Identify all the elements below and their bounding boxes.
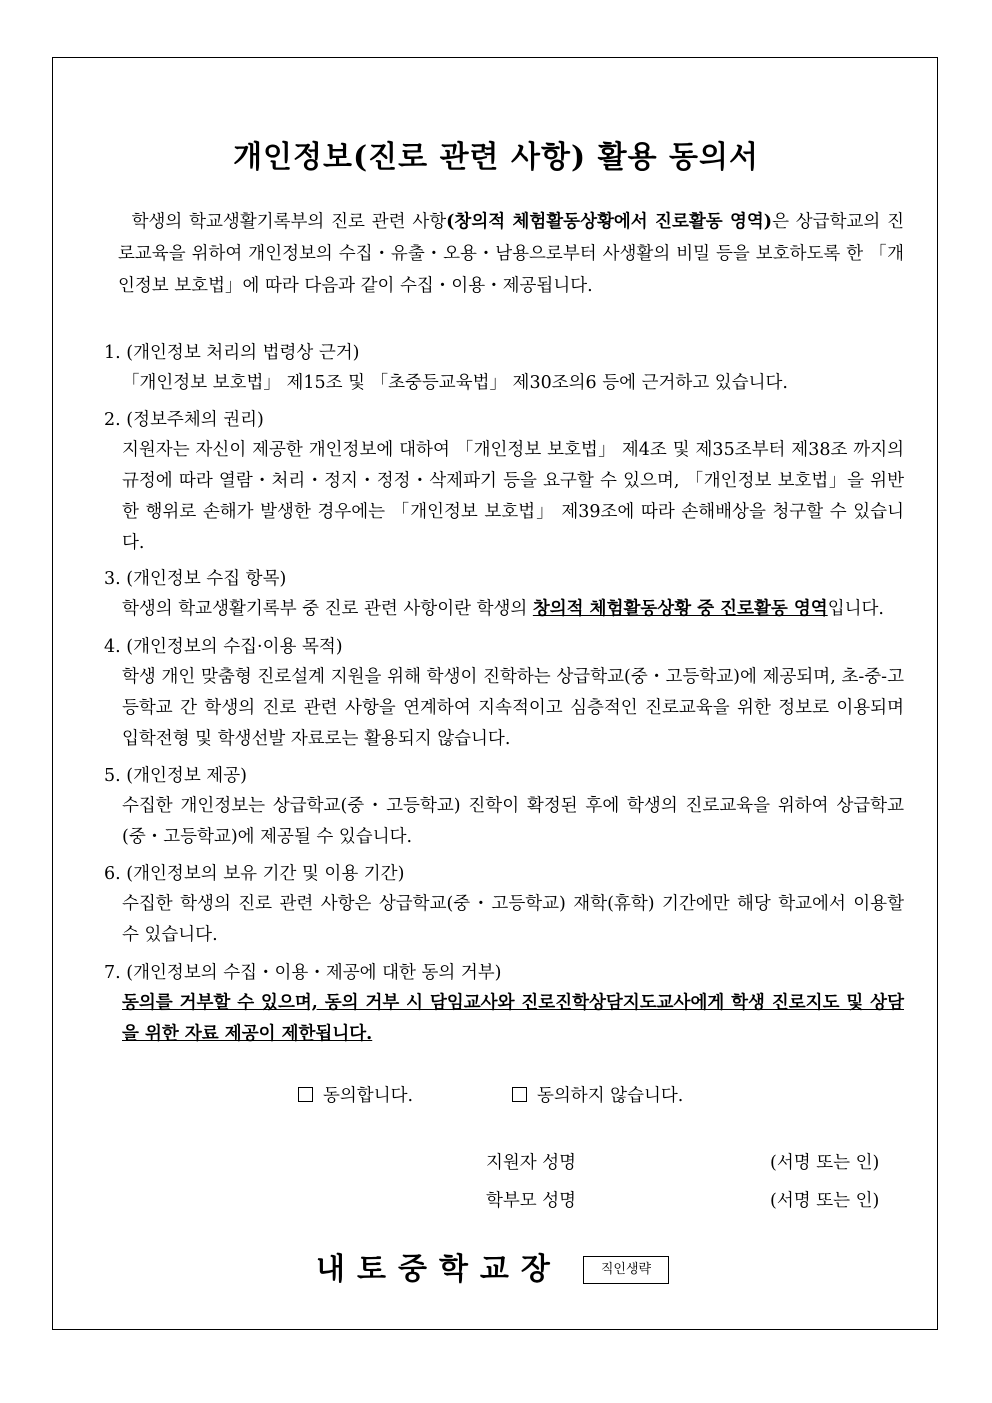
intro-text-1: 학생의 학교생활기록부의 진로 관련 사항 (131, 212, 447, 232)
section-number: 7. (104, 963, 121, 983)
section-7 (104, 958, 904, 1050)
section-body: 동의를 거부할 수 있으며, 동의 거부 시 담임교사와 진로진학상담지도교사에게 학생 진로지도 및 상담을 위한 자료 제공이 제한됩니다. (122, 993, 904, 1044)
section-2 (104, 405, 904, 559)
section-heading: (개인정보의 수집·이용 목적) (126, 637, 343, 657)
section-heading: (개인정보의 보유 기간 및 이용 기간) (126, 864, 405, 884)
section-number: 1. (104, 343, 121, 363)
section-heading: (개인정보 처리의 법령상 근거) (126, 343, 360, 363)
intro-bold-text: (창의적 체험활동상황에서 진로활동 영역) (446, 212, 773, 232)
section-4 (104, 632, 904, 755)
section-body (122, 594, 904, 625)
section-number: 5. (104, 766, 121, 786)
section-1 (104, 338, 904, 399)
section-heading: (정보주체의 권리) (126, 410, 264, 430)
intro-text-2: 은 상급학교의 진로교육을 위하여 개인정보의 수집・유출・오용・남용으로부터 사생활의 비밀 등을 보호하도록 한 「개인정보 보호법」에 따라 다음과 같이 수집・이용・제공됩니다. (118, 212, 904, 296)
applicant-name-label: 지원자 성명 (486, 1153, 577, 1173)
parent-sign-hint: (서명 또는 인) (770, 1191, 880, 1211)
section-body: 학생 개인 맞춤형 진로설계 지원을 위해 학생이 진학하는 상급학교(중・고등학교)에 제공되며, 초-중-고등학교 간 학생의 진로 관련 사항을 연계하여 지속적이고 심층적인 진로교육을 위한 정보로 이용되며 입학전형 및 학생선발 자료로는 활용되지 않습니다. (122, 667, 904, 749)
section-number: 4. (104, 637, 121, 657)
agree-label: 동의합니다. (323, 1086, 414, 1106)
section-body: 수집한 개인정보는 상급학교(중・고등학교) 진학이 확정된 후에 학생의 진로교육을 위하여 상급학교(중・고등학교)에 제공될 수 있습니다. (122, 796, 904, 847)
section-body: 「개인정보 보호법」 제15조 및 「초중등교육법」 제30조의6 등에 근거하고 있습니다. (122, 373, 788, 393)
section-heading: (개인정보 제공) (126, 766, 247, 786)
section-heading: (개인정보의 수집・이용・제공에 대한 동의 거부) (126, 963, 502, 983)
section-6 (104, 859, 904, 951)
disagree-label: 동의하지 않습니다. (537, 1086, 684, 1106)
section-number: 2. (104, 410, 121, 430)
applicant-sign-hint: (서명 또는 인) (770, 1153, 880, 1173)
section-body-emphasis: 창의적 체험활동상황 중 진로활동 영역 (532, 599, 828, 619)
seal-omitted-box: 직인생략 (583, 1256, 669, 1284)
parent-name-label: 학부모 성명 (486, 1191, 577, 1211)
section-3 (104, 564, 904, 625)
section-number: 3. (104, 569, 121, 589)
agree-option[interactable] (298, 1082, 413, 1110)
document-title: 개인정보(진로 관련 사항) 활용 동의서 (233, 140, 759, 175)
principal-name: 내토중학교장 (316, 1252, 562, 1287)
intro-paragraph (118, 206, 904, 302)
section-heading: (개인정보 수집 항목) (126, 569, 287, 589)
section-5 (104, 761, 904, 853)
section-body: 지원자는 자신이 제공한 개인정보에 대하여 「개인정보 보호법」 제4조 및 제35조부터 제38조 까지의 규정에 따라 열람・처리・정지・정정・삭제파기 등을 요구할 수 있으며, 「개인정보 보호법」을 위반한 행위로 손해가 발생한 경우에는 「개인정보 보호법」 제39조에 따라 손해배상을 청구할 수 있습니다. (122, 440, 904, 553)
disagree-checkbox[interactable] (512, 1087, 527, 1102)
agree-checkbox[interactable] (298, 1087, 313, 1102)
section-body-text: 학생의 학교생활기록부 중 진로 관련 사항이란 학생의 (122, 599, 533, 619)
section-body-text: 입니다. (827, 599, 884, 619)
disagree-option[interactable] (512, 1082, 683, 1110)
section-number: 6. (104, 864, 121, 884)
section-body: 수집한 학생의 진로 관련 사항은 상급학교(중・고등학교) 재학(휴학) 기간에만 해당 학교에서 이용할 수 있습니다. (122, 894, 904, 945)
